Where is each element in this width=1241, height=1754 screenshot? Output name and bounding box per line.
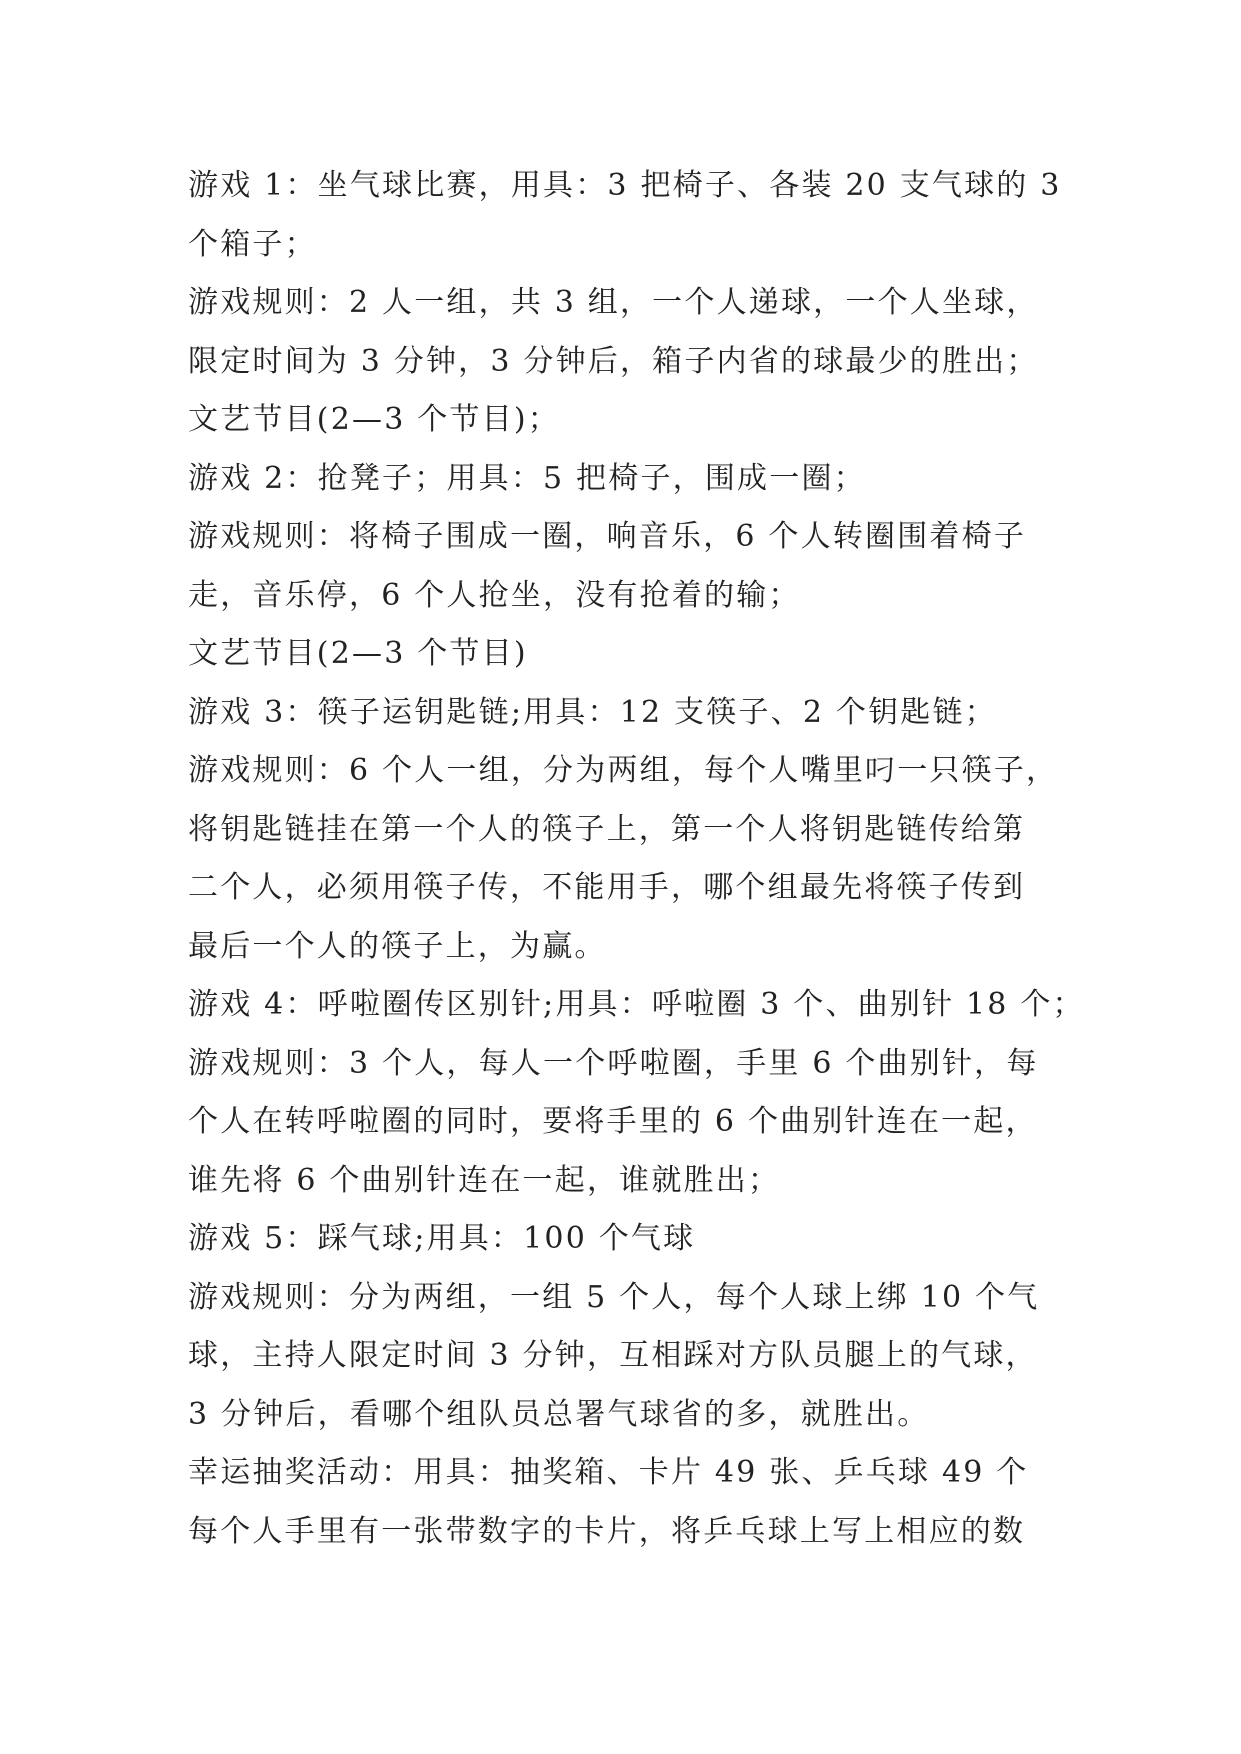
text-line: 将钥匙链挂在第一个人的筷子上，第一个人将钥匙链传给第 [188,811,1026,847]
text-line: 游戏规则：3 个人，每人一个呼啦圈，手里 6 个曲别针，每 [188,1045,1039,1081]
text-line: 谁先将 6 个曲别针连在一起，谁就胜出； [188,1162,781,1198]
text-line: 个人在转呼啦圈的同时，要将手里的 6 个曲别针连在一起， [188,1104,1038,1139]
text-line: 游戏规则：6 个人一组，分为两组，每个人嘴里叼一只筷子， [188,753,1059,788]
text-line: 球，主持人限定时间 3 分钟，互相踩对方队员腿上的气球， [188,1338,1038,1373]
text-line: 游戏规则：2 人一组，共 3 组，一个人递球，一个人坐球， [188,285,1039,320]
text-line: 每个人手里有一张带数字的卡片，将乒乓球上写上相应的数 [188,1513,1026,1549]
text-line: 走，音乐停，6 个人抢坐，没有抢着的输； [188,577,801,613]
text-line: 二个人，必须用筷子传，不能用手，哪个组最先将筷子传到 [188,870,1026,905]
text-line: 最后一个人的筷子上，为赢。 [188,928,607,964]
text-line: 文艺节目(2—3 个节目) [188,636,528,671]
text-line: 游戏 2：抢凳子；用具：5 把椅子，围成一圈； [188,460,866,496]
text-line: 游戏规则：分为两组，一组 5 个人，每个人球上绑 10 个气 [188,1279,1040,1315]
text-line: 游戏 5：踩气球;用具：100 个气球 [188,1221,696,1256]
text-line: 游戏 1：坐气球比赛，用具：3 把椅子、各装 20 支气球的 3 [188,168,1062,203]
text-line: 游戏 3：筷子运钥匙链;用具：12 支筷子、2 个钥匙链； [188,694,997,730]
document-body [188,166,1085,1570]
text-line: 3 分钟后，看哪个组队员总署气球省的多，就胜出。 [188,1396,930,1432]
text-line: 幸运抽奖活动：用具：抽奖箱、卡片 49 张、乒乓球 49 个 [188,1455,1029,1490]
text-line: 个箱子； [188,226,317,262]
text-line: 文艺节目(2—3 个节目)； [188,402,560,437]
text-line: 限定时间为 3 分钟，3 分钟后，箱子内省的球最少的胜出； [188,343,1039,379]
text-line: 游戏 4：呼啦圈传区别针;用具：呼啦圈 3 个、曲别针 18 个； [188,987,1085,1022]
text-line: 游戏规则：将椅子围成一圈，响音乐，6 个人转圈围着椅子 [188,519,1027,554]
